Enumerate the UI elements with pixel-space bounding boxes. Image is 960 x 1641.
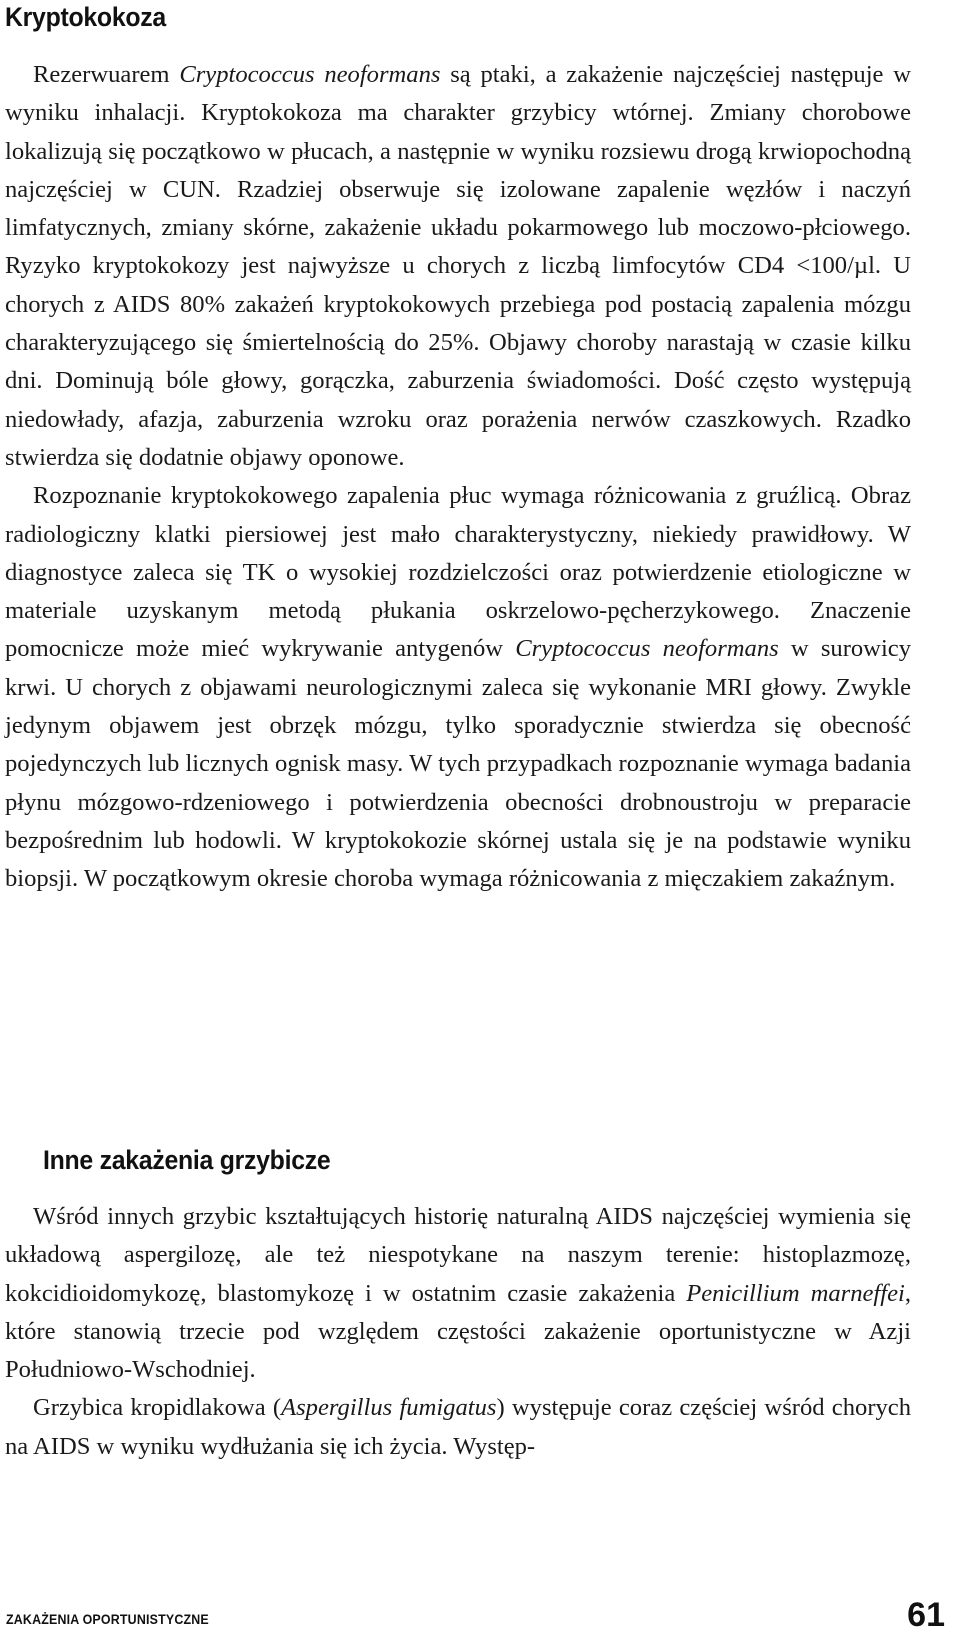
text-run: Rezerwuarem xyxy=(33,61,180,88)
species-name: Cryptococcus neoformans xyxy=(179,61,441,88)
section-body-kryptokokoza xyxy=(5,56,911,899)
text-run: w surowicy krwi. U chorych z objawami neurologicznymi zaleca się wykonanie MRI głowy. Zwykle jedynym objawem jest obrzęk mózgu, tylko sporadycznie stwierdza się obecność pojedynczych lub licznych ognisk masy. W tych przypadkach rozpoznanie wymaga badania płynu mózgowo-rdzeniowego i potwierdzenia obecności drobnoustroju w preparacie bezpośrednim lub hodowli. W kryptokokozie skórnej ustala się je na podstawie wyniku biopsji. W początkowym okresie choroba wymaga różnicowania z mięczakiem zakaźnym. xyxy=(5,635,911,893)
paragraph xyxy=(5,477,911,898)
paragraph xyxy=(5,1389,911,1466)
text-run: Rozpoznanie kryptokokowego zapalenia płuc wymaga różnicowania z gruźlicą. Obraz radiologiczny klatki piersiowej jest mało charakterystyczny, niekiedy prawidłowy. W diagnostyce zaleca się TK o wysokiej rozdzielczości oraz potwierdzenie etiologiczne w materiale uzyskanym metodą płukania oskrzelowo-pęcherzykowego. Znaczenie pomocnicze może mieć wykrywanie antygenów xyxy=(5,482,911,663)
text-run: Grzybica kropidlakowa ( xyxy=(33,1394,282,1422)
running-footer: ZAKAŻENIA OPORTUNISTYCZNE xyxy=(6,1612,209,1627)
text-run: Wśród innych grzybic kształtujących historię naturalną AIDS najczęściej wymienia się układową aspergilozę, ale też niespotykane na naszym terenie: histoplazmozę, kokcidioidomykozę, blastomykozę i w ostatnim czasie zakażenia xyxy=(5,1203,911,1307)
paragraph xyxy=(5,1198,911,1389)
species-name: Cryptococcus neoformans xyxy=(515,635,779,663)
species-name: Aspergillus fumigatus xyxy=(281,1394,497,1422)
paragraph xyxy=(5,56,911,477)
section-heading-inne-zakazenia: Inne zakażenia grzybicze xyxy=(43,1145,331,1175)
page-number: 61 xyxy=(907,1596,945,1634)
species-name: Penicillium marneffei xyxy=(686,1279,905,1307)
text-run: ) występuje coraz częściej wśród chorych na AIDS w wyniku wydłużania się ich życia. Występ- xyxy=(5,1394,912,1460)
section-body-inne-zakazenia xyxy=(5,1198,911,1466)
text-run: , które stanowią trzecie pod względem częstości zakażenie oportunistyczne w Azji Południowo-Wschodniej. xyxy=(5,1279,911,1384)
text-run: są ptaki, a zakażenie najczęściej następuje w wyniku inhalacji. Kryptokokoza ma charakter grzybicy wtórnej. Zmiany chorobowe lokalizują się początkowo w płucach, a następnie w wyniku rozsiewu drogą krwiopochodną najczęściej w CUN. Rzadziej obserwuje się izolowane zapalenie węzłów i naczyń limfatycznych, zmiany skórne, zakażenie układu pokarmowego lub moczowo-płciowego. Ryzyko kryptokokozy jest najwyższe u chorych z liczbą limfocytów CD4 <100/µl. U chorych z AIDS 80% zakażeń kryptokokowych przebiega pod postacią zapalenia mózgu charakteryzującego się śmiertelnością do 25%. Objawy choroby narastają w czasie kilku dni. Dominują bóle głowy, gorączka, zaburzenia świadomości. Dość często występują niedowłady, afazja, zaburzenia wzroku oraz porażenia nerwów czaszkowych. Rzadko stwierdza się dodatnie objawy oponowe. xyxy=(5,61,912,471)
section-heading-kryptokokoza: Kryptokokoza xyxy=(5,2,166,32)
